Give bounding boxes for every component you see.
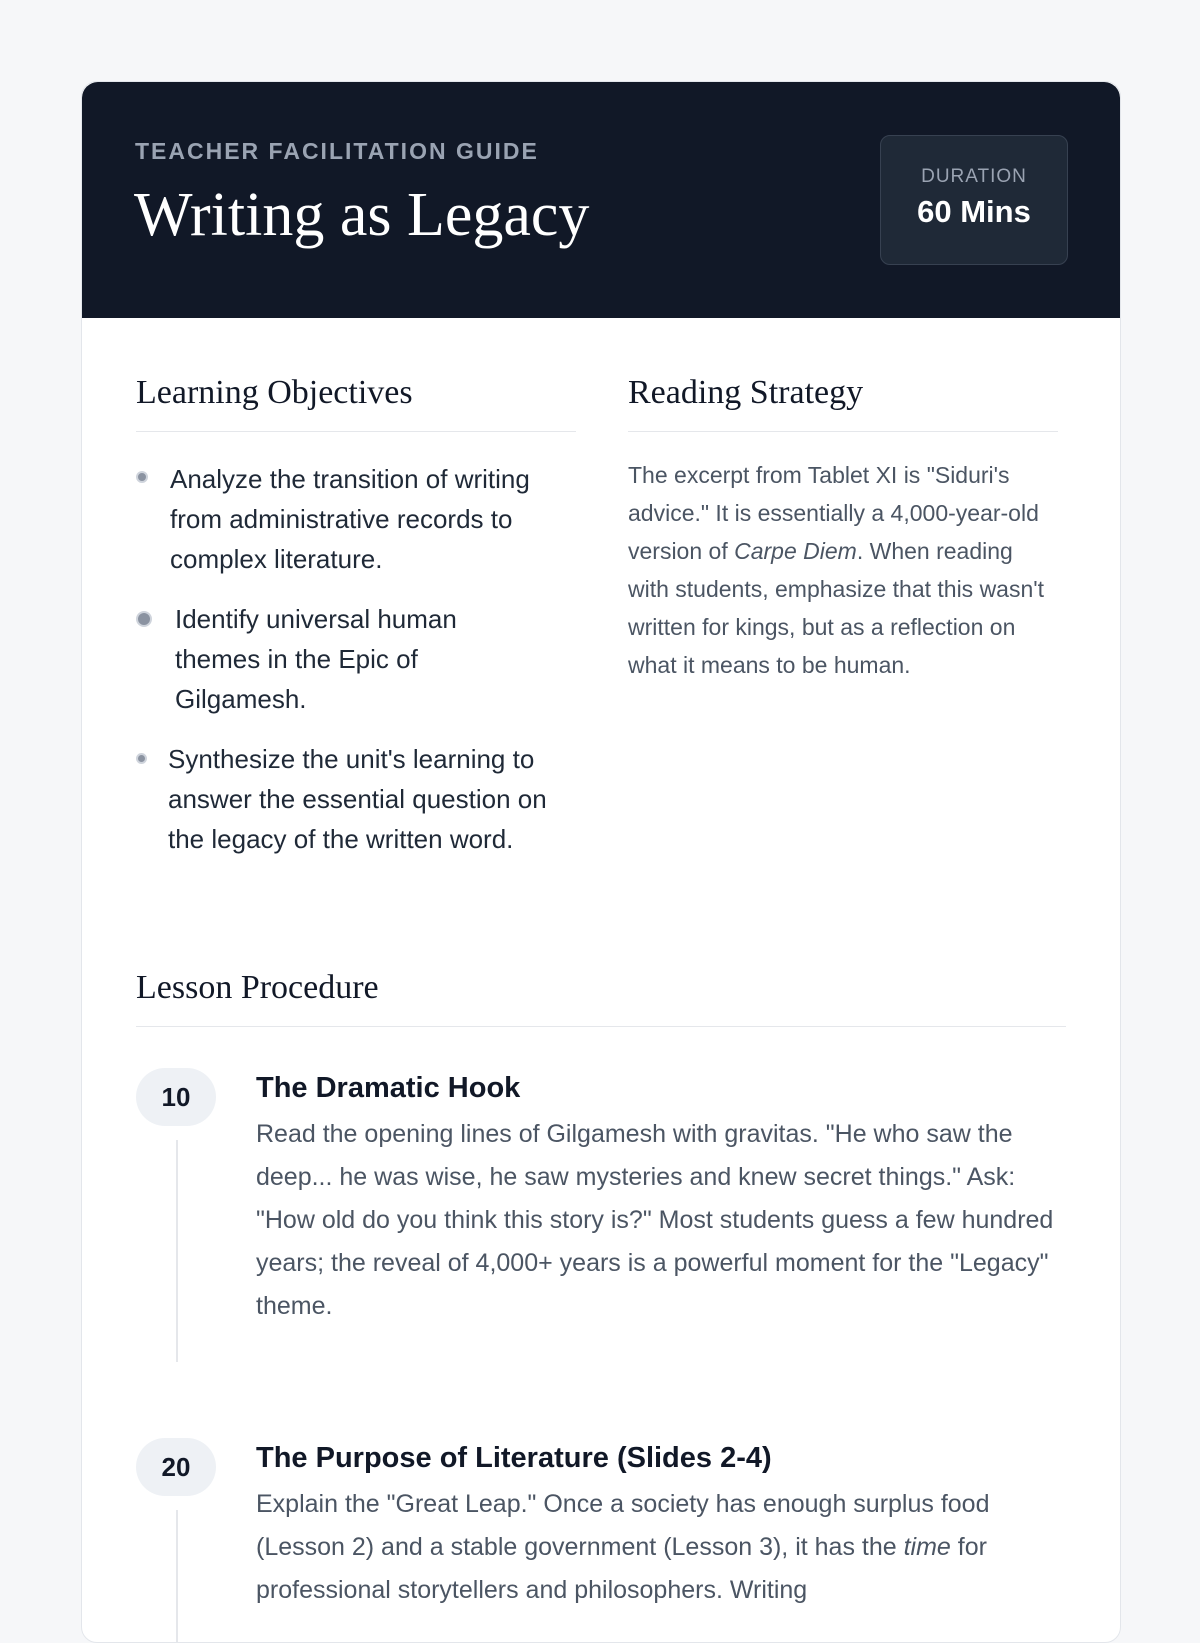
guide-header — [82, 82, 1120, 318]
step-body-start: Explain the "Great Leap." Once a society has enough surplus food (Lesson 2) and a stable government (Lesson 3), it has the — [256, 1490, 990, 1561]
objective-text: Identify universal human themes in the Epic of Gilgamesh. — [175, 604, 457, 714]
step-minutes-badge: 10 — [136, 1068, 216, 1126]
guide-card — [81, 81, 1121, 1643]
step-title: The Dramatic Hook — [256, 1072, 521, 1104]
strategy-divider — [628, 431, 1058, 432]
step-body: Read the opening lines of Gilgamesh with gravitas. "He who saw the deep... he was wise, he saw mysteries and knew secret things." Ask: "How old do you think this story is?" Most students guess a few hundred years; the reveal of 4,000+ years is a powerful moment for the "Legacy" theme. — [256, 1120, 1054, 1320]
step-title: The Purpose of Literature (Slides 2-4) — [256, 1442, 772, 1474]
step-body-emphasis: time — [903, 1533, 951, 1561]
step-body — [256, 1483, 1068, 1612]
bullet-icon — [136, 753, 147, 764]
strategy-text-start: The excerpt from Tablet XI is "Siduri's advice." It is essentially a 4,000-year-old version of — [628, 462, 1039, 564]
step-body-end: for professional storytellers and philosophers. Writing — [256, 1533, 987, 1604]
strategy-heading: Reading Strategy — [628, 374, 864, 411]
bullet-icon — [136, 471, 148, 483]
step-minutes-badge: 20 — [136, 1438, 216, 1496]
objective-text: Synthesize the unit's learning to answer the essential question on the legacy of the written word. — [168, 744, 547, 854]
procedure-heading: Lesson Procedure — [136, 969, 379, 1006]
procedure-divider — [136, 1026, 1066, 1027]
strategy-text — [628, 456, 1058, 684]
step-connector — [176, 1140, 178, 1362]
objectives-heading: Learning Objectives — [136, 374, 413, 411]
duration-value: 60 Mins — [917, 194, 1031, 229]
duration-label: DURATION — [921, 166, 1027, 187]
guide-eyebrow: TEACHER FACILITATION GUIDE — [135, 138, 539, 164]
duration-badge — [880, 135, 1068, 265]
objectives-divider — [136, 431, 576, 432]
bullet-icon — [136, 611, 152, 627]
page-title: Writing as Legacy — [134, 181, 590, 249]
objective-text: Analyze the transition of writing from administrative records to complex literature. — [170, 464, 530, 574]
strategy-text-end: . When reading with students, emphasize that this wasn't written for kings, but as a reflection on what it means to be human. — [628, 538, 1045, 678]
step-connector — [176, 1510, 178, 1643]
strategy-emphasis: Carpe Diem — [734, 538, 857, 564]
